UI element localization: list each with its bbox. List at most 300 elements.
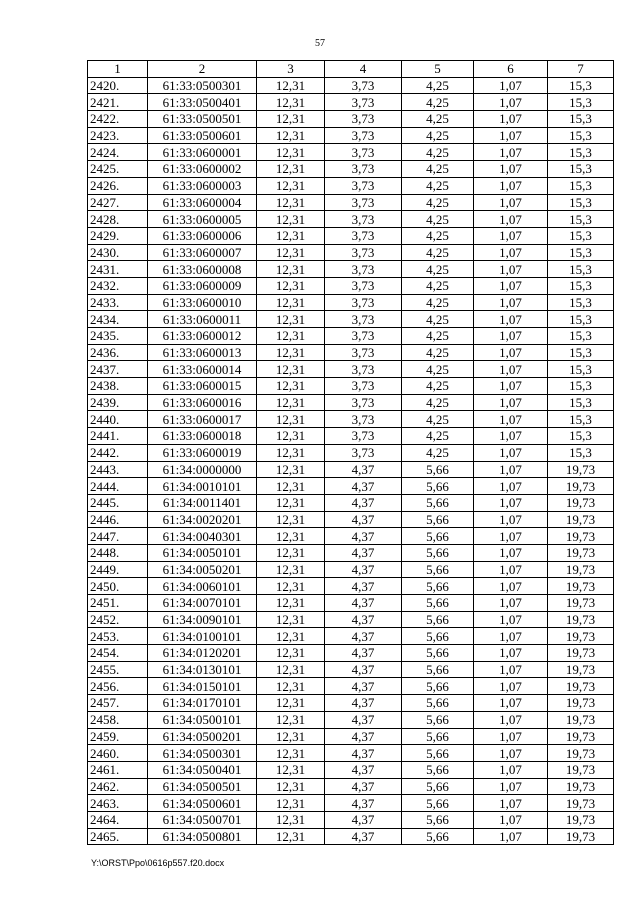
table-cell: 4,25 (402, 161, 474, 178)
table-cell: 5,66 (402, 461, 474, 478)
table-cell: 12,31 (257, 444, 325, 461)
table-cell: 5,66 (402, 528, 474, 545)
table-cell: 1,07 (474, 711, 548, 728)
table-cell: 1,07 (474, 595, 548, 612)
table-cell: 61:34:0500601 (148, 795, 257, 812)
table-cell: 1,07 (474, 394, 548, 411)
table-cell: 1,07 (474, 778, 548, 795)
table-cell: 12,31 (257, 394, 325, 411)
table-cell: 1,07 (474, 244, 548, 261)
table-cell: 61:34:0060101 (148, 578, 257, 595)
table-cell: 4,37 (325, 761, 402, 778)
table-cell: 12,31 (257, 311, 325, 328)
table-cell: 1,07 (474, 311, 548, 328)
table-cell: 12,31 (257, 261, 325, 278)
table-cell: 2451. (88, 595, 148, 612)
table-cell: 1,07 (474, 344, 548, 361)
table-cell: 1,07 (474, 294, 548, 311)
table-cell: 12,31 (257, 828, 325, 845)
table-cell: 61:33:0600009 (148, 277, 257, 294)
table-cell: 2453. (88, 628, 148, 645)
table-cell: 19,73 (548, 661, 614, 678)
table-row (88, 294, 614, 311)
table-cell: 2444. (88, 478, 148, 495)
table-cell: 5,66 (402, 561, 474, 578)
table-cell: 5,66 (402, 795, 474, 812)
table-cell: 61:33:0600014 (148, 361, 257, 378)
table-cell: 2420. (88, 77, 148, 94)
table-cell: 61:34:0010101 (148, 478, 257, 495)
table-cell: 12,31 (257, 795, 325, 812)
table-row (88, 645, 614, 662)
table-cell: 15,3 (548, 277, 614, 294)
table-cell: 5,66 (402, 778, 474, 795)
table-cell: 5,66 (402, 811, 474, 828)
table-cell: 1,07 (474, 227, 548, 244)
table-cell: 2439. (88, 394, 148, 411)
table-cell: 15,3 (548, 311, 614, 328)
column-header: 2 (148, 61, 257, 78)
table-cell: 3,73 (325, 428, 402, 445)
table-cell: 1,07 (474, 544, 548, 561)
table-cell: 15,3 (548, 244, 614, 261)
table-cell: 19,73 (548, 828, 614, 845)
table-cell: 12,31 (257, 628, 325, 645)
table-cell: 1,07 (474, 161, 548, 178)
table-cell: 12,31 (257, 728, 325, 745)
table-cell: 12,31 (257, 428, 325, 445)
table-row (88, 127, 614, 144)
table-cell: 1,07 (474, 695, 548, 712)
table-cell: 1,07 (474, 461, 548, 478)
table-cell: 1,07 (474, 94, 548, 111)
table-cell: 19,73 (548, 728, 614, 745)
table-cell: 4,37 (325, 695, 402, 712)
table-cell: 61:34:0500301 (148, 745, 257, 762)
table-row (88, 578, 614, 595)
table-cell: 15,3 (548, 161, 614, 178)
table-cell: 61:34:0050201 (148, 561, 257, 578)
table-row (88, 394, 614, 411)
table-cell: 12,31 (257, 578, 325, 595)
table-row (88, 111, 614, 128)
table-row (88, 177, 614, 194)
column-header: 4 (325, 61, 402, 78)
table-cell: 12,31 (257, 328, 325, 345)
table-cell: 12,31 (257, 127, 325, 144)
table-row (88, 428, 614, 445)
table-cell: 61:34:0000000 (148, 461, 257, 478)
table-cell: 2460. (88, 745, 148, 762)
table-cell: 1,07 (474, 678, 548, 695)
table-cell: 1,07 (474, 444, 548, 461)
table-cell: 12,31 (257, 595, 325, 612)
table-cell: 4,37 (325, 795, 402, 812)
table-cell: 1,07 (474, 828, 548, 845)
table-cell: 1,07 (474, 578, 548, 595)
table-cell: 2438. (88, 378, 148, 395)
table-cell: 4,25 (402, 378, 474, 395)
table-cell: 12,31 (257, 611, 325, 628)
table-cell: 15,3 (548, 77, 614, 94)
table-cell: 4,37 (325, 678, 402, 695)
table-cell: 61:34:0011401 (148, 494, 257, 511)
table-cell: 1,07 (474, 411, 548, 428)
table-cell: 2443. (88, 461, 148, 478)
table-cell: 2448. (88, 544, 148, 561)
table-cell: 15,3 (548, 177, 614, 194)
table-cell: 4,37 (325, 578, 402, 595)
table-cell: 3,73 (325, 227, 402, 244)
column-header: 6 (474, 61, 548, 78)
table-cell: 61:33:0600010 (148, 294, 257, 311)
table-row (88, 194, 614, 211)
table-cell: 2432. (88, 277, 148, 294)
table-cell: 61:33:0600016 (148, 394, 257, 411)
table-cell: 1,07 (474, 661, 548, 678)
table-cell: 15,3 (548, 294, 614, 311)
table-cell: 15,3 (548, 394, 614, 411)
table-cell: 12,31 (257, 227, 325, 244)
table-cell: 5,66 (402, 711, 474, 728)
table-row (88, 828, 614, 845)
table-cell: 4,25 (402, 77, 474, 94)
table-cell: 19,73 (548, 595, 614, 612)
table-cell: 61:33:0600003 (148, 177, 257, 194)
table-cell: 3,73 (325, 194, 402, 211)
table-cell: 1,07 (474, 611, 548, 628)
table-cell: 4,25 (402, 294, 474, 311)
table-cell: 2458. (88, 711, 148, 728)
table-cell: 12,31 (257, 761, 325, 778)
table-cell: 2465. (88, 828, 148, 845)
table-cell: 3,73 (325, 361, 402, 378)
table-row (88, 378, 614, 395)
table-cell: 1,07 (474, 745, 548, 762)
table-cell: 5,66 (402, 761, 474, 778)
table-cell: 1,07 (474, 511, 548, 528)
table-cell: 12,31 (257, 528, 325, 545)
table-cell: 4,37 (325, 494, 402, 511)
table-cell: 3,73 (325, 111, 402, 128)
table-cell: 4,25 (402, 227, 474, 244)
table-cell: 5,66 (402, 661, 474, 678)
column-header: 7 (548, 61, 614, 78)
table-cell: 19,73 (548, 511, 614, 528)
table-row (88, 227, 614, 244)
table-cell: 12,31 (257, 494, 325, 511)
table-cell: 19,73 (548, 528, 614, 545)
table-cell: 61:33:0600007 (148, 244, 257, 261)
table-cell: 12,31 (257, 411, 325, 428)
table-row (88, 344, 614, 361)
table-cell: 19,73 (548, 494, 614, 511)
table-cell: 61:34:0500801 (148, 828, 257, 845)
table-cell: 5,66 (402, 578, 474, 595)
table-cell: 19,73 (548, 761, 614, 778)
table-cell: 3,73 (325, 77, 402, 94)
table-row (88, 444, 614, 461)
table-cell: 19,73 (548, 678, 614, 695)
table-cell: 1,07 (474, 277, 548, 294)
table-row (88, 611, 614, 628)
table-cell: 12,31 (257, 511, 325, 528)
table-row (88, 361, 614, 378)
table-cell: 15,3 (548, 194, 614, 211)
table-cell: 1,07 (474, 328, 548, 345)
table-cell: 4,25 (402, 344, 474, 361)
table-cell: 5,66 (402, 828, 474, 845)
table-cell: 5,66 (402, 745, 474, 762)
table-cell: 61:33:0600008 (148, 261, 257, 278)
table-cell: 61:33:0600011 (148, 311, 257, 328)
table-cell: 19,73 (548, 778, 614, 795)
table-row (88, 511, 614, 528)
table-cell: 5,66 (402, 478, 474, 495)
table-cell: 2429. (88, 227, 148, 244)
table-row (88, 411, 614, 428)
table-row (88, 728, 614, 745)
table-cell: 1,07 (474, 478, 548, 495)
table-cell: 2463. (88, 795, 148, 812)
table-row (88, 461, 614, 478)
table-cell: 4,25 (402, 277, 474, 294)
table-cell: 12,31 (257, 344, 325, 361)
table-cell: 2462. (88, 778, 148, 795)
table-cell: 12,31 (257, 478, 325, 495)
table-cell: 61:33:0600015 (148, 378, 257, 395)
table-cell: 5,66 (402, 728, 474, 745)
table-cell: 19,73 (548, 611, 614, 628)
table-cell: 1,07 (474, 428, 548, 445)
column-header: 3 (257, 61, 325, 78)
table-cell: 12,31 (257, 561, 325, 578)
table-cell: 12,31 (257, 94, 325, 111)
table-cell: 4,37 (325, 511, 402, 528)
table-cell: 2455. (88, 661, 148, 678)
table-row (88, 778, 614, 795)
table-cell: 15,3 (548, 428, 614, 445)
table-cell: 4,25 (402, 94, 474, 111)
table-cell: 61:33:0500501 (148, 111, 257, 128)
table-cell: 4,37 (325, 611, 402, 628)
table-cell: 2449. (88, 561, 148, 578)
table-row (88, 561, 614, 578)
table-cell: 4,25 (402, 211, 474, 228)
table-cell: 4,37 (325, 745, 402, 762)
table-cell: 5,66 (402, 595, 474, 612)
table-cell: 61:33:0600005 (148, 211, 257, 228)
table-cell: 12,31 (257, 244, 325, 261)
table-cell: 1,07 (474, 211, 548, 228)
table-cell: 4,37 (325, 544, 402, 561)
table-cell: 3,73 (325, 177, 402, 194)
table-cell: 19,73 (548, 561, 614, 578)
table-cell: 2445. (88, 494, 148, 511)
table-cell: 2441. (88, 428, 148, 445)
table-cell: 15,3 (548, 378, 614, 395)
table-cell: 15,3 (548, 411, 614, 428)
table-cell: 12,31 (257, 294, 325, 311)
table-cell: 4,25 (402, 428, 474, 445)
table-cell: 61:33:0600006 (148, 227, 257, 244)
table-row (88, 811, 614, 828)
table-cell: 61:34:0120201 (148, 645, 257, 662)
table-cell: 2436. (88, 344, 148, 361)
table-cell: 61:34:0500501 (148, 778, 257, 795)
table-cell: 12,31 (257, 811, 325, 828)
table-cell: 4,25 (402, 127, 474, 144)
table-cell: 12,31 (257, 177, 325, 194)
table-cell: 1,07 (474, 261, 548, 278)
table-cell: 1,07 (474, 728, 548, 745)
table-cell: 2459. (88, 728, 148, 745)
table-cell: 3,73 (325, 294, 402, 311)
table-row (88, 311, 614, 328)
table-cell: 5,66 (402, 628, 474, 645)
table-cell: 12,31 (257, 645, 325, 662)
table-cell: 2456. (88, 678, 148, 695)
table-row (88, 94, 614, 111)
table-cell: 4,25 (402, 194, 474, 211)
table-cell: 3,73 (325, 344, 402, 361)
table-cell: 5,66 (402, 645, 474, 662)
table-row (88, 745, 614, 762)
table-cell: 4,37 (325, 595, 402, 612)
table-cell: 4,25 (402, 361, 474, 378)
table-cell: 1,07 (474, 177, 548, 194)
table-row (88, 628, 614, 645)
table-cell: 15,3 (548, 344, 614, 361)
table-cell: 12,31 (257, 161, 325, 178)
table-cell: 61:33:0500301 (148, 77, 257, 94)
table-cell: 2430. (88, 244, 148, 261)
table-cell: 4,37 (325, 778, 402, 795)
table-cell: 2431. (88, 261, 148, 278)
table-cell: 3,73 (325, 261, 402, 278)
table-cell: 4,37 (325, 561, 402, 578)
table-cell: 4,25 (402, 411, 474, 428)
table-cell: 1,07 (474, 494, 548, 511)
table-cell: 15,3 (548, 94, 614, 111)
table-cell: 5,66 (402, 494, 474, 511)
table-cell: 61:33:0600001 (148, 144, 257, 161)
table-cell: 61:33:0600012 (148, 328, 257, 345)
table-cell: 12,31 (257, 678, 325, 695)
table-cell: 4,37 (325, 711, 402, 728)
table-cell: 12,31 (257, 361, 325, 378)
table-cell: 2422. (88, 111, 148, 128)
table-row (88, 595, 614, 612)
table-cell: 19,73 (548, 745, 614, 762)
table-cell: 19,73 (548, 628, 614, 645)
table-cell: 12,31 (257, 194, 325, 211)
table-cell: 19,73 (548, 578, 614, 595)
table-cell: 3,73 (325, 411, 402, 428)
table-cell: 61:33:0600018 (148, 428, 257, 445)
table-body (88, 77, 614, 845)
table-cell: 4,25 (402, 444, 474, 461)
table-row (88, 328, 614, 345)
table-cell: 2450. (88, 578, 148, 595)
table-cell: 19,73 (548, 478, 614, 495)
table-cell: 15,3 (548, 127, 614, 144)
table-cell: 1,07 (474, 127, 548, 144)
table-cell: 61:33:0600019 (148, 444, 257, 461)
table-row (88, 244, 614, 261)
table-row (88, 761, 614, 778)
table-cell: 3,73 (325, 144, 402, 161)
table-cell: 4,25 (402, 177, 474, 194)
table-cell: 2426. (88, 177, 148, 194)
table-cell: 4,25 (402, 244, 474, 261)
table-cell: 2425. (88, 161, 148, 178)
table-cell: 19,73 (548, 544, 614, 561)
table-cell: 19,73 (548, 811, 614, 828)
table-row (88, 795, 614, 812)
table-cell: 12,31 (257, 695, 325, 712)
table-cell: 2446. (88, 511, 148, 528)
table-cell: 2464. (88, 811, 148, 828)
table-cell: 19,73 (548, 645, 614, 662)
data-table (87, 60, 614, 845)
table-cell: 12,31 (257, 461, 325, 478)
table-cell: 61:34:0100101 (148, 628, 257, 645)
table-cell: 12,31 (257, 277, 325, 294)
table-cell: 3,73 (325, 244, 402, 261)
table-cell: 61:34:0170101 (148, 695, 257, 712)
table-cell: 1,07 (474, 761, 548, 778)
table-cell: 19,73 (548, 795, 614, 812)
table-cell: 12,31 (257, 111, 325, 128)
table-cell: 4,25 (402, 394, 474, 411)
table-cell: 61:34:0040301 (148, 528, 257, 545)
table-cell: 4,25 (402, 261, 474, 278)
table-row (88, 77, 614, 94)
table-cell: 4,37 (325, 661, 402, 678)
table-cell: 61:34:0500401 (148, 761, 257, 778)
table-cell: 61:34:0130101 (148, 661, 257, 678)
table-cell: 3,73 (325, 127, 402, 144)
table-cell: 15,3 (548, 144, 614, 161)
table-cell: 61:33:0500601 (148, 127, 257, 144)
table-cell: 61:34:0500701 (148, 811, 257, 828)
table-cell: 61:34:0070101 (148, 595, 257, 612)
table-cell: 19,73 (548, 695, 614, 712)
table-cell: 2421. (88, 94, 148, 111)
table-cell: 12,31 (257, 378, 325, 395)
table-cell: 61:34:0150101 (148, 678, 257, 695)
table-cell: 4,25 (402, 328, 474, 345)
column-header: 1 (88, 61, 148, 78)
table-cell: 2424. (88, 144, 148, 161)
table-cell: 1,07 (474, 561, 548, 578)
table-cell: 2428. (88, 211, 148, 228)
table-cell: 15,3 (548, 361, 614, 378)
table-cell: 12,31 (257, 778, 325, 795)
table-header-row (88, 61, 614, 78)
table-cell: 12,31 (257, 544, 325, 561)
table-cell: 2437. (88, 361, 148, 378)
table-cell: 12,31 (257, 661, 325, 678)
table-row (88, 528, 614, 545)
table-cell: 12,31 (257, 211, 325, 228)
table-cell: 2435. (88, 328, 148, 345)
table-cell: 2452. (88, 611, 148, 628)
table-cell: 3,73 (325, 211, 402, 228)
table-row (88, 144, 614, 161)
table-cell: 2440. (88, 411, 148, 428)
